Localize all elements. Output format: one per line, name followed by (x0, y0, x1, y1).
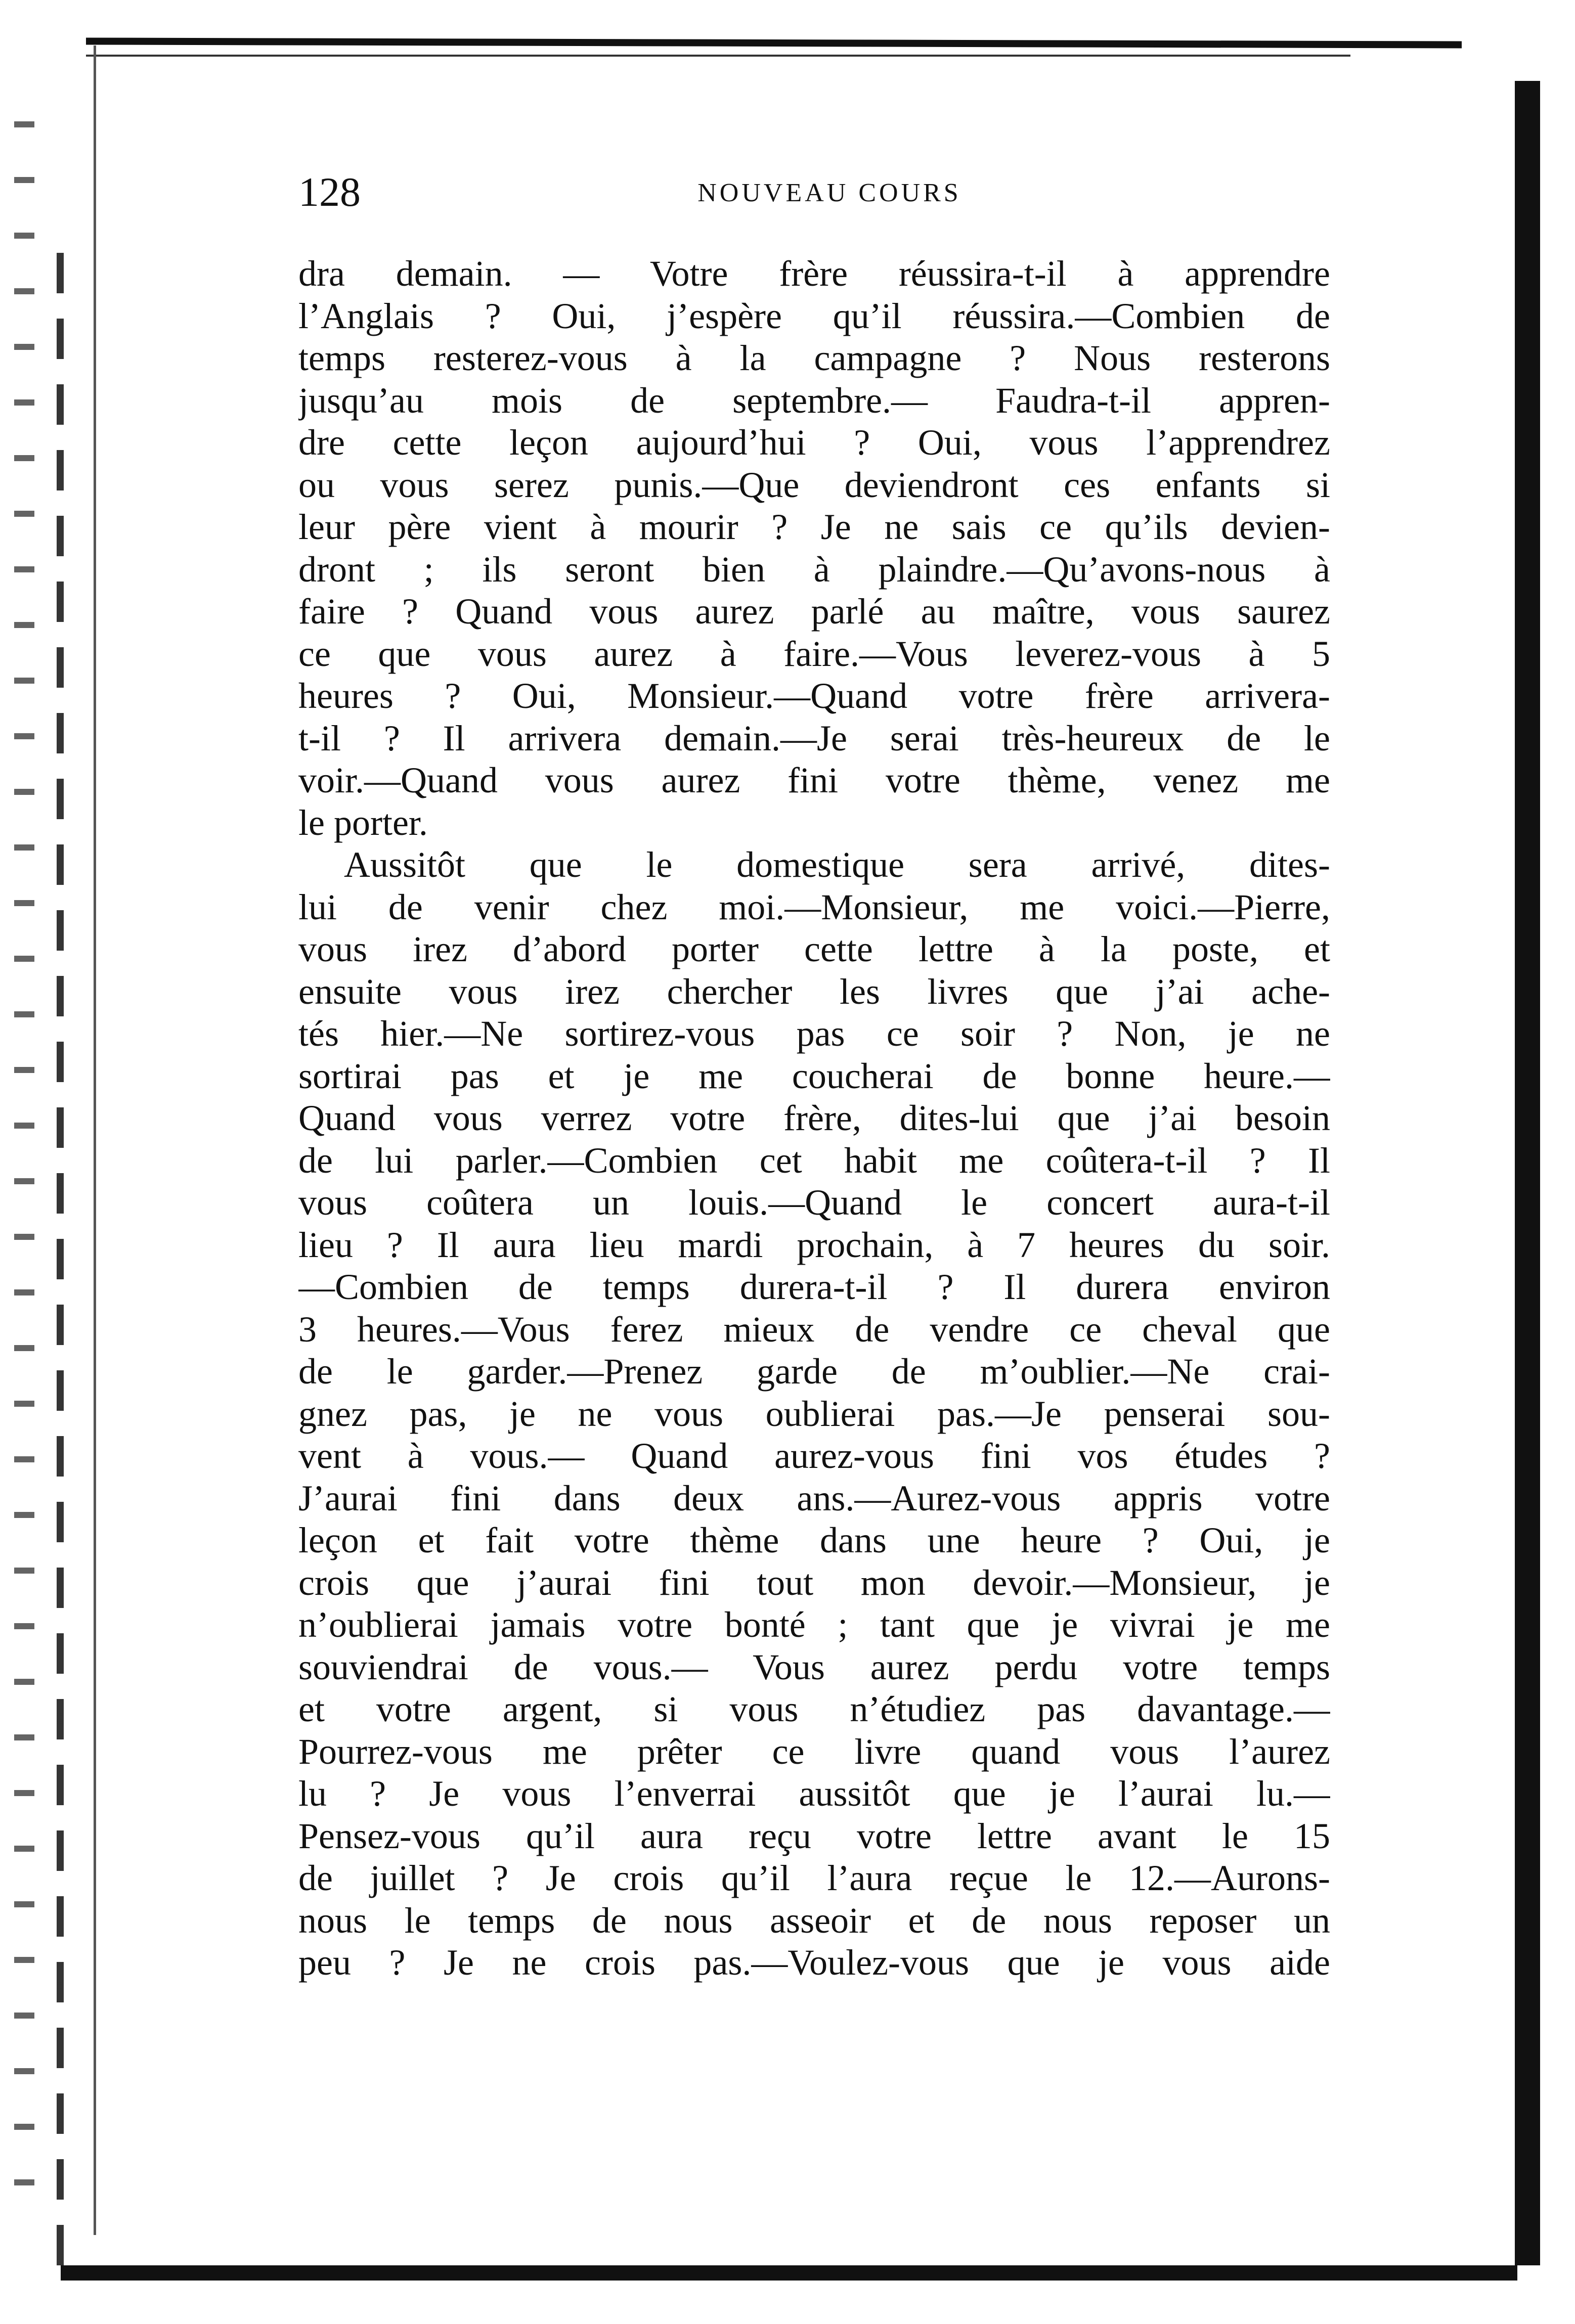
text-line: tés hier.—Ne sortirez-vous pas ce soir ? Non, je ne (298, 1013, 1330, 1054)
text-line-paragraph-end: le porter. (298, 802, 428, 843)
bottom-border-rule (61, 2265, 1517, 2281)
text-line: dre cette leçon aujourd’hui ? Oui, vous l’apprendrez (298, 422, 1330, 463)
text-line: sortirai pas et je me coucherai de bonne heure.— (298, 1055, 1330, 1096)
text-line: n’oublierai jamais votre bonté ; tant que je vivrai je me (298, 1604, 1330, 1645)
text-line: de juillet ? Je crois qu’il l’aura reçue le 12.—Aurons- (298, 1858, 1330, 1898)
text-line: et votre argent, si vous n’étudiez pas davantage.— (298, 1689, 1330, 1729)
text-line: crois que j’aurai fini tout mon devoir.—Monsieur, je (298, 1562, 1330, 1603)
text-line: lieu ? Il aura lieu mardi prochain, à 7 heures du soir. (298, 1224, 1330, 1265)
page-number: 128 (298, 169, 361, 215)
top-border-thin-rule (86, 55, 1350, 57)
left-margin-line (94, 46, 96, 2235)
text-line: leur père vient à mourir ? Je ne sais ce qu’ils devien- (298, 507, 1330, 547)
left-scan-marks (14, 121, 34, 2195)
text-line: Quand vous verrez votre frère, dites-lui que j’ai besoin (298, 1098, 1330, 1138)
text-line: peu ? Je ne crois pas.—Voulez-vous que je vous aide (298, 1942, 1330, 1983)
text-line: Pourrez-vous me prêter ce livre quand vous l’aurez (298, 1731, 1330, 1772)
text-line: dra demain. — Votre frère réussira-t-il à apprendre (298, 253, 1330, 294)
text-line: 3 heures.—Vous ferez mieux de vendre ce cheval que (298, 1309, 1330, 1350)
left-scan-edge (57, 253, 64, 2275)
text-line: jusqu’au mois de septembre.— Faudra-t-il appren- (298, 380, 1330, 421)
text-line: gnez pas, je ne vous oublierai pas.—Je penserai sou- (298, 1393, 1330, 1434)
text-line: ou vous serez punis.—Que deviendront ces enfants si (298, 464, 1330, 505)
page-header (298, 169, 1361, 215)
text-line: ensuite vous irez chercher les livres que j’ai ache- (298, 971, 1330, 1012)
text-line: t-il ? Il arrivera demain.—Je serai très-heureux de le (298, 718, 1330, 758)
text-line: lu ? Je vous l’enverrai aussitôt que je l’aurai lu.— (298, 1773, 1330, 1814)
text-line: souviendrai de vous.— Vous aurez perdu votre temps (298, 1646, 1330, 1687)
text-line: temps resterez-vous à la campagne ? Nous resterons (298, 338, 1330, 378)
text-line: J’aurai fini dans deux ans.—Aurez-vous appris votre (298, 1478, 1330, 1518)
text-line: Pensez-vous qu’il aura reçu votre lettre avant le 15 (298, 1815, 1330, 1856)
text-line: de lui parler.—Combien cet habit me coûtera-t-il ? Il (298, 1140, 1330, 1181)
text-line: dront ; ils seront bien à plaindre.—Qu’avons-nous à (298, 549, 1330, 590)
text-line: ce que vous aurez à faire.—Vous leverez-vous à 5 (298, 633, 1330, 674)
text-line: de le garder.—Prenez garde de m’oublier.—Ne crai- (298, 1351, 1330, 1392)
body-text (298, 253, 1330, 1984)
running-head: NOUVEAU COURS (697, 178, 961, 207)
text-line: faire ? Quand vous aurez parlé au maître, vous saurez (298, 591, 1330, 632)
text-line: voir.—Quand vous aurez fini votre thème, venez me (298, 760, 1330, 800)
text-line: leçon et fait votre thème dans une heure ? Oui, je (298, 1520, 1330, 1560)
text-line: vous irez d’abord porter cette lettre à la poste, et (298, 929, 1330, 969)
top-border-rule (86, 37, 1462, 48)
text-line: nous le temps de nous asseoir et de nous reposer un (298, 1900, 1330, 1941)
right-scan-edge (1515, 81, 1540, 2265)
text-line: vent à vous.— Quand aurez-vous fini vos études ? (298, 1436, 1330, 1476)
text-line: heures ? Oui, Monsieur.—Quand votre frère arrivera- (298, 676, 1330, 716)
text-line-paragraph-start: Aussitôt que le domestique sera arrivé, dites- (344, 844, 1330, 885)
text-line: —Combien de temps durera-t-il ? Il durera environ (298, 1267, 1330, 1307)
text-line: l’Anglais ? Oui, j’espère qu’il réussira.—Combien de (298, 295, 1330, 336)
text-line: vous coûtera un louis.—Quand le concert aura-t-il (298, 1182, 1330, 1223)
text-line: lui de venir chez moi.—Monsieur, me voici.—Pierre, (298, 886, 1330, 927)
